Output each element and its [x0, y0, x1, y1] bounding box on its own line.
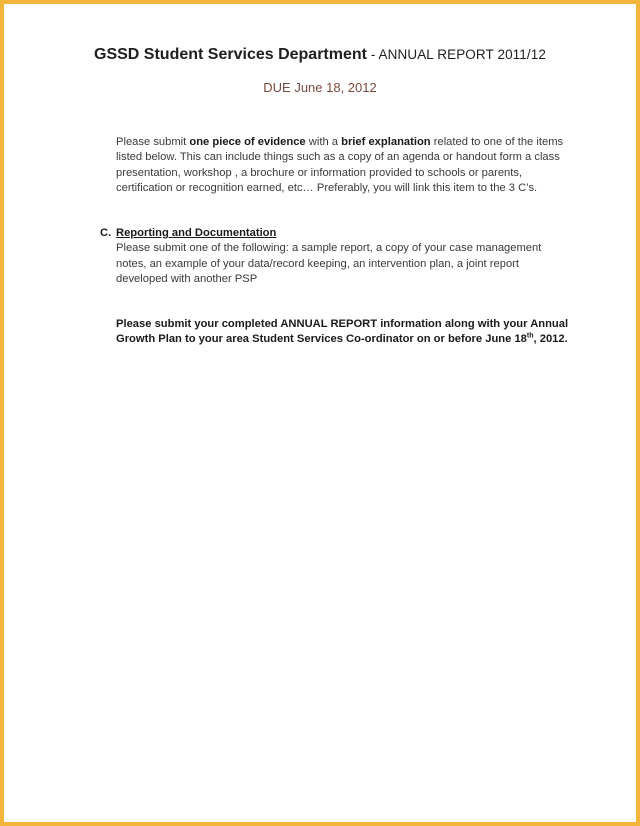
section-c-heading-line [100, 226, 570, 241]
closing-paragraph [116, 317, 571, 348]
section-c-letter: C. [100, 227, 112, 239]
section-c-heading: Reporting and Documentation [116, 227, 277, 239]
document-title [4, 46, 636, 64]
closing-superscript: th [526, 332, 534, 340]
due-date: DUE June 18, 2012 [263, 80, 377, 95]
report-name: - ANNUAL REPORT 2011/12 [366, 47, 546, 62]
section-c-body: Please submit one of the following: a sample report, a copy of your case management notes, an example of your data/record keeping, an intervention plan, a joint report developed with another PSP [116, 242, 542, 285]
evidence-bold-piece: one piece of evidence [189, 136, 306, 148]
evidence-paragraph [116, 135, 566, 196]
evidence-mid: with a [305, 136, 342, 148]
evidence-rest: related to one of the items listed below. This can include things such as a copy of an agenda or handout form a class presentation, workshop , a brochure or information provided to schools or parents, certification or recognition earned, etc… Preferably, you will link this item to the 3 C’s. [116, 136, 564, 194]
closing-text-before: Please submit your completed ANNUAL REPORT information along with your Annual Growth Plan to your area Student Services Co-ordinator on or before June 18 [116, 318, 569, 346]
section-c [100, 226, 570, 287]
evidence-intro: Please submit [116, 136, 190, 148]
document-header [4, 46, 636, 95]
evidence-bold-explanation: brief explanation [341, 136, 431, 148]
department-name: GSSD Student Services Department [94, 46, 367, 63]
closing-text-after: , 2012. [533, 333, 568, 346]
